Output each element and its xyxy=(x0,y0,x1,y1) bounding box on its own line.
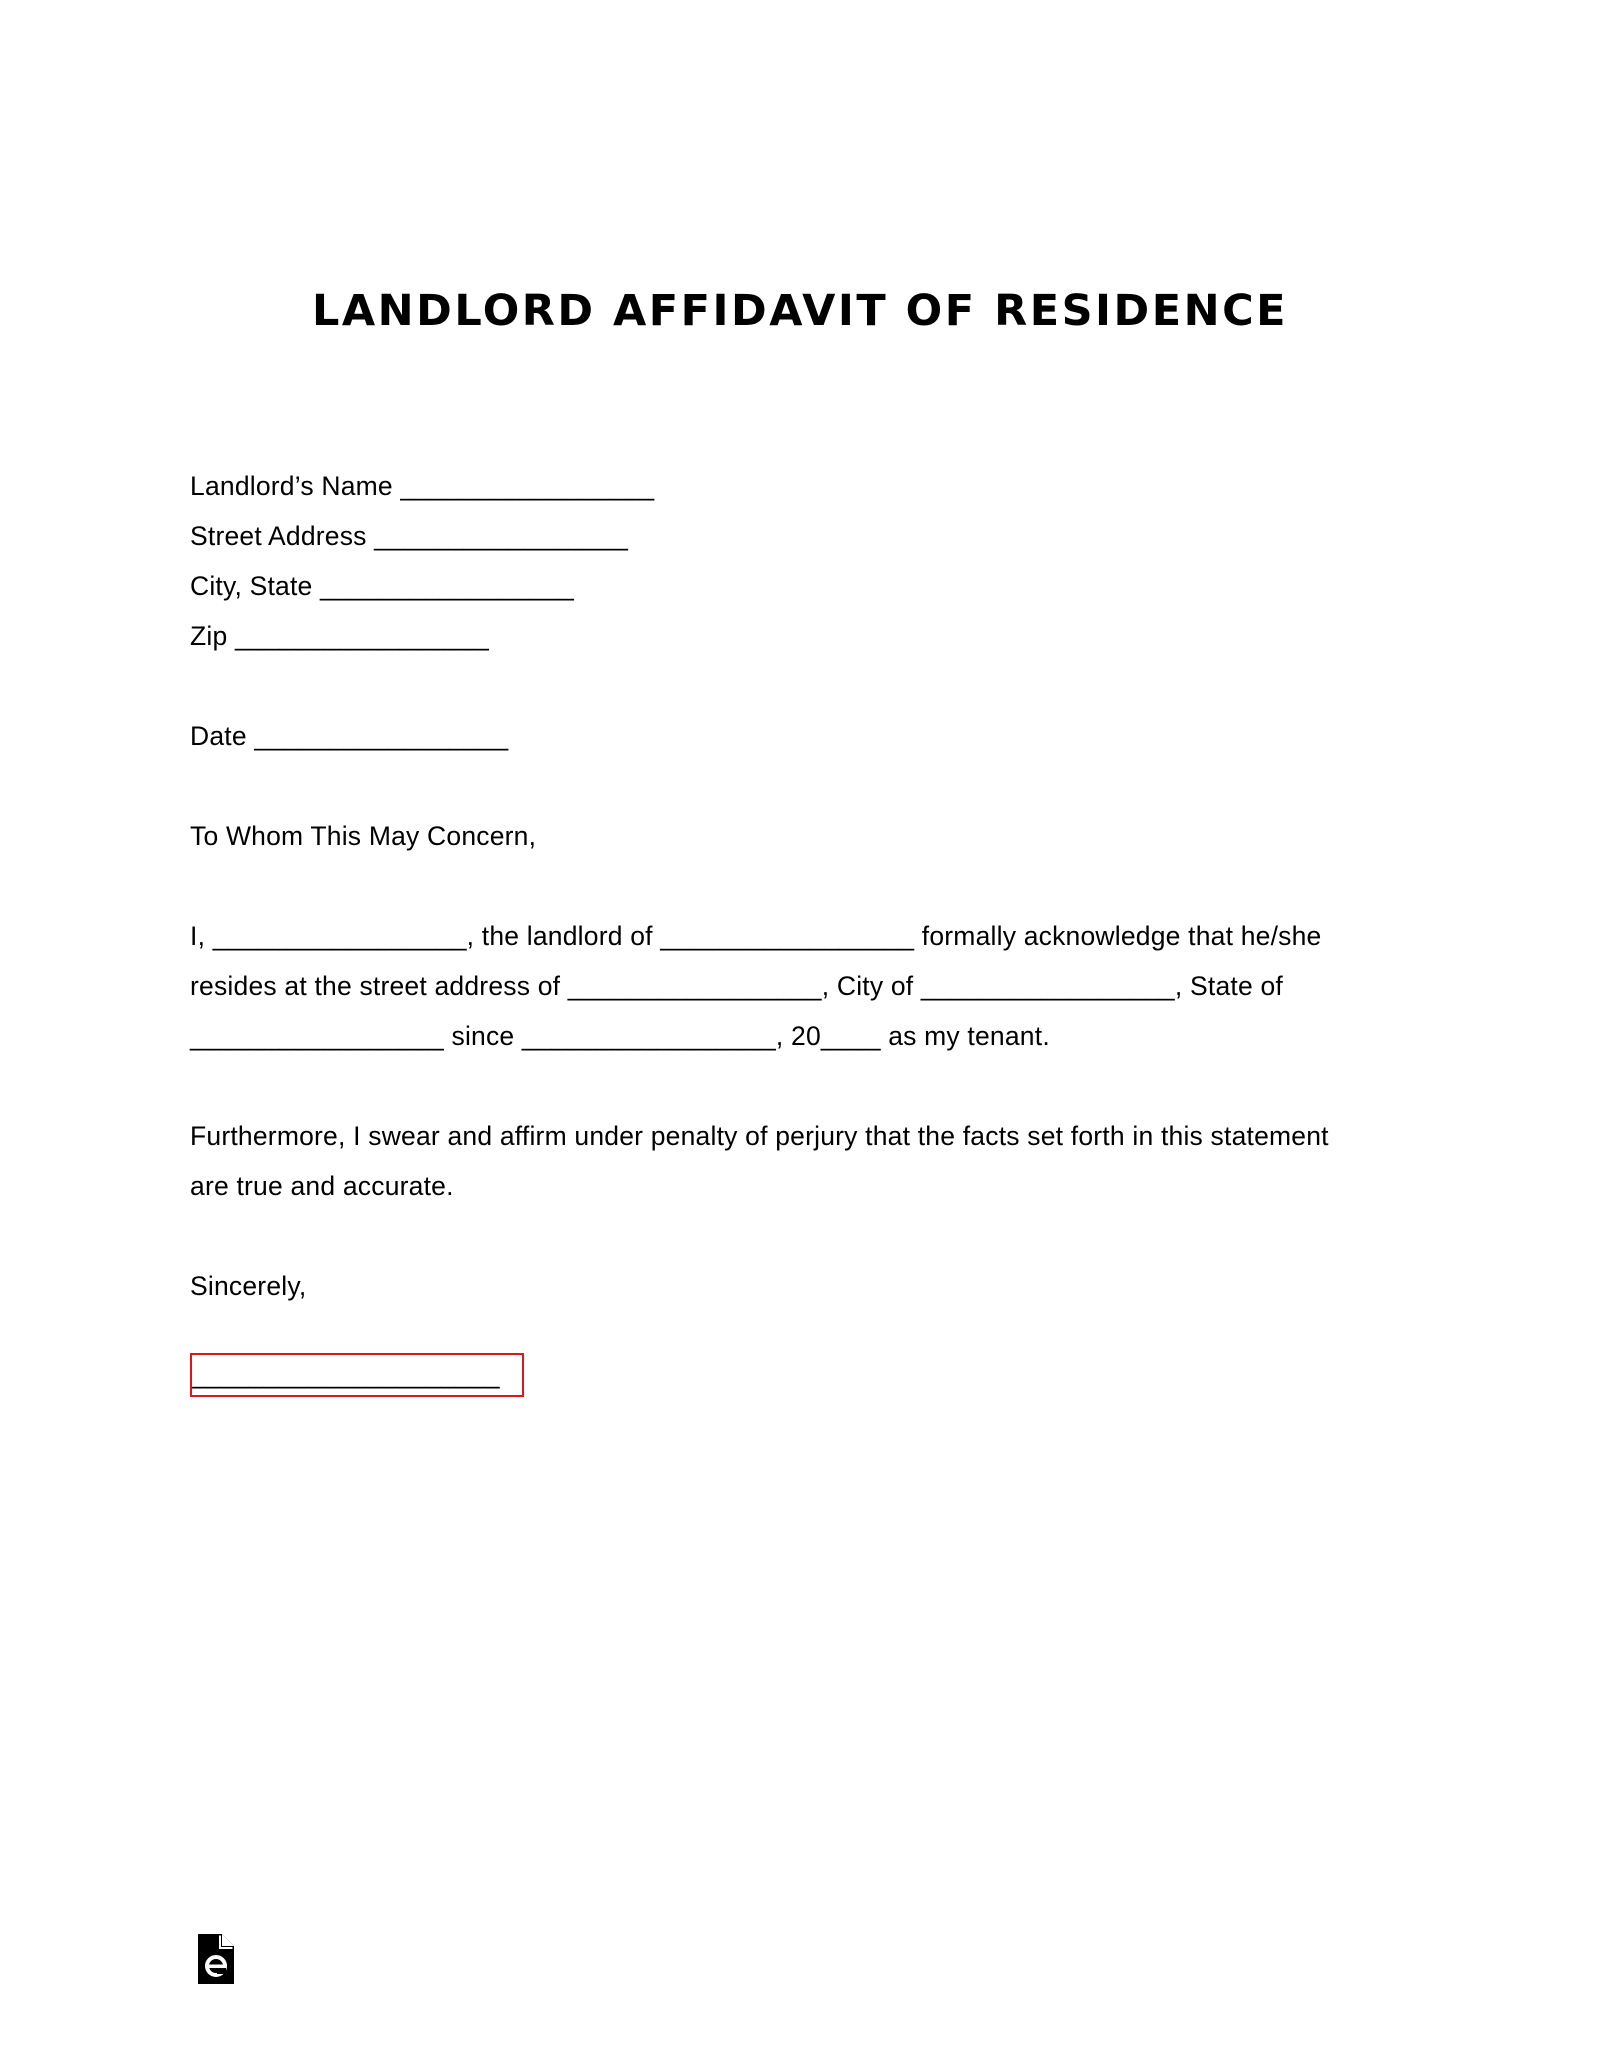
salutation-text: To Whom This May Concern, xyxy=(190,821,537,851)
signature-line: _____________________ xyxy=(190,1359,500,1389)
landlord-address-block xyxy=(190,461,1450,661)
salutation xyxy=(190,811,1450,861)
street-address-field[interactable]: Street Address _________________ xyxy=(190,521,629,551)
affidavit-paragraph-line[interactable]: I, _________________, the landlord of _________________ formally acknowledge that he/she xyxy=(190,921,1322,951)
closing-text: Sincerely, xyxy=(190,1271,307,1301)
affidavit-paragraph-line[interactable]: resides at the street address of _________________, City of _________________, State of xyxy=(190,971,1283,1001)
perjury-statement xyxy=(190,1111,1450,1211)
perjury-statement-line: are true and accurate. xyxy=(190,1171,454,1201)
city-state-field[interactable]: City, State _________________ xyxy=(190,571,574,601)
document-title: LANDLORD AFFIDAVIT OF RESIDENCE xyxy=(311,286,1289,336)
date-block xyxy=(190,711,1450,761)
eforms-logo-icon xyxy=(198,1934,234,1984)
date-field[interactable]: Date _________________ xyxy=(190,721,509,751)
signature-field[interactable] xyxy=(190,1353,524,1397)
perjury-statement-line: Furthermore, I swear and affirm under penalty of perjury that the facts set forth in this statement xyxy=(190,1121,1329,1151)
affidavit-paragraph xyxy=(190,911,1450,1061)
affidavit-paragraph-line[interactable]: _________________ since _________________, 20____ as my tenant. xyxy=(190,1021,1050,1051)
zip-field[interactable]: Zip _________________ xyxy=(190,621,489,651)
landlord-name-field[interactable]: Landlord’s Name _________________ xyxy=(190,471,655,501)
closing xyxy=(190,1261,1450,1311)
